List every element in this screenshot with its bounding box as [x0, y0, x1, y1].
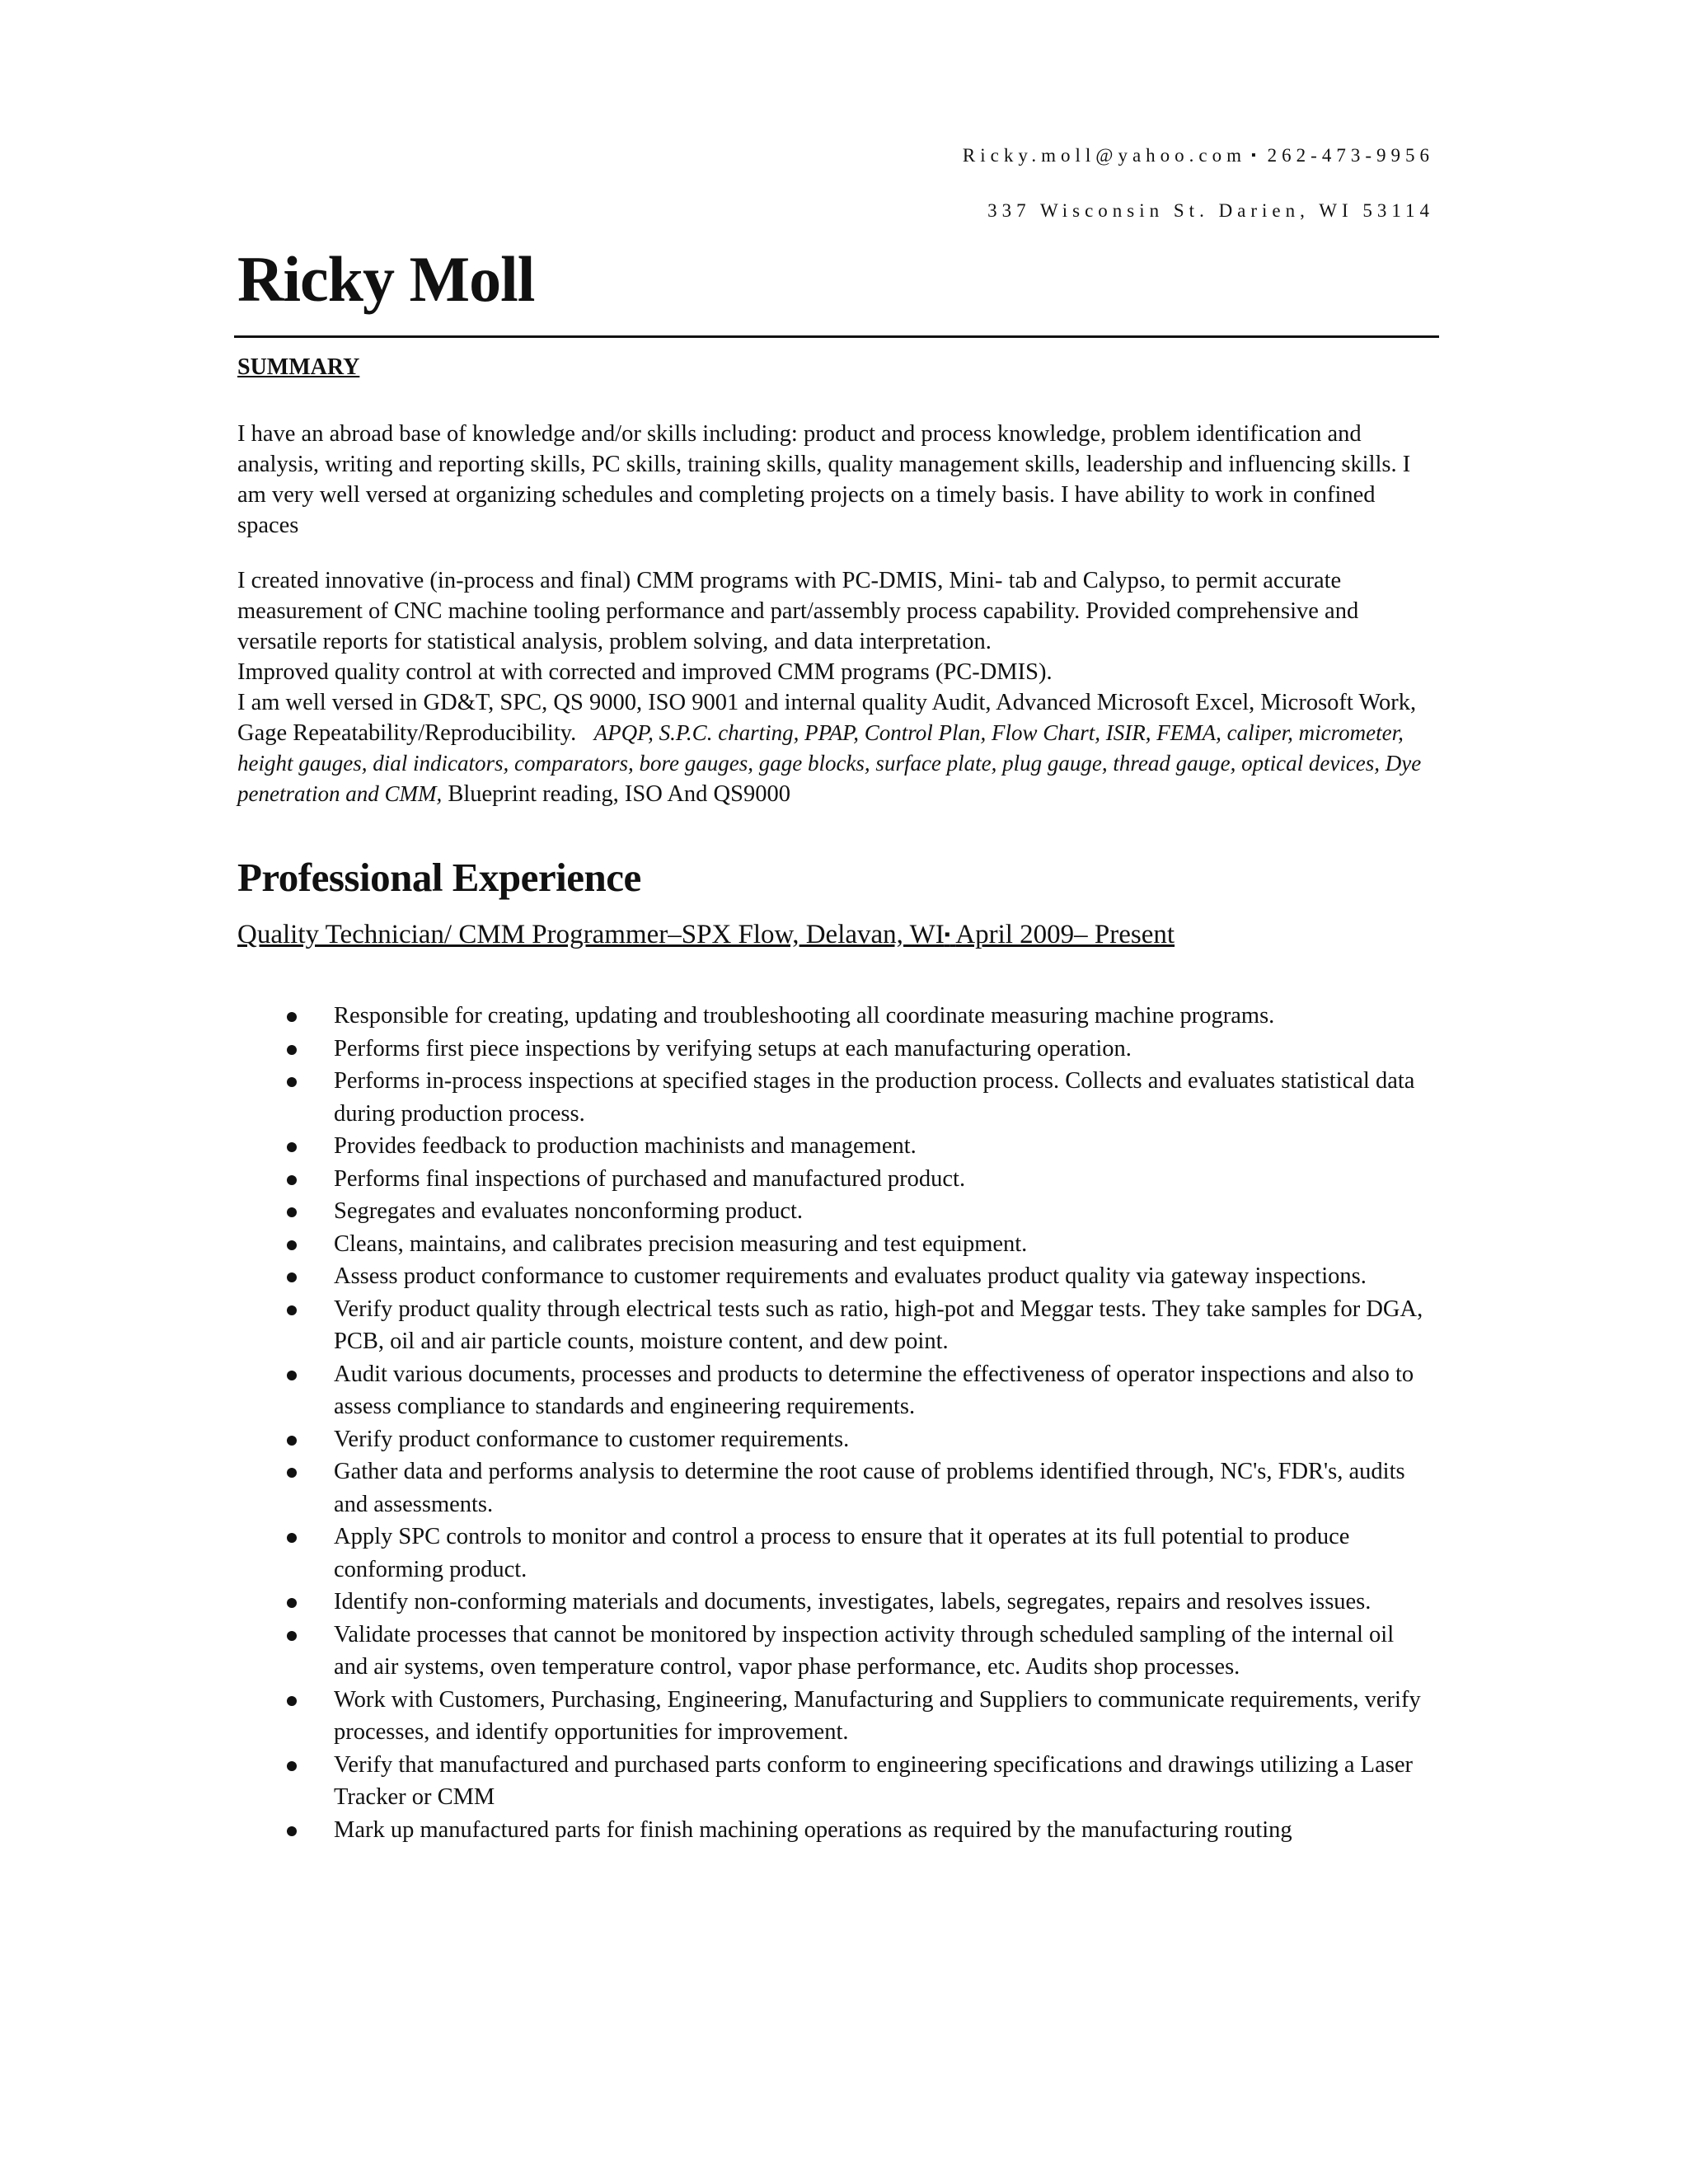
- summary-paragraph-2-end: Blueprint reading, ISO And QS9000: [448, 781, 790, 807]
- contact-email: Ricky.moll@yahoo.com: [962, 145, 1246, 166]
- resume-name: Ricky Moll: [237, 243, 535, 315]
- list-item: [0, 1586, 1430, 1619]
- list-item: [0, 1065, 1430, 1130]
- list-item-text: Verify product conformance to customer requirements.: [334, 1426, 850, 1452]
- list-item: [0, 1814, 1430, 1847]
- list-item-text: Performs final inspections of purchased and manufactured product.: [334, 1165, 966, 1192]
- bullet-icon: [287, 1240, 297, 1250]
- header-divider: [234, 335, 1439, 338]
- list-item-text: Verify product quality through electrical tests such as ratio, high-pot and Meggar tests. They take samples for DGA, PCB, oil and air particle counts, moisture content, and dew point.: [334, 1296, 1423, 1354]
- list-item-text: Segregates and evaluates nonconforming product.: [334, 1198, 804, 1224]
- list-item: [0, 1228, 1430, 1261]
- list-item-text: Identify non-conforming materials and documents, investigates, labels, segregates, repairs and resolves issues.: [334, 1589, 1372, 1615]
- bullet-icon: [287, 1077, 297, 1087]
- bullet-icon: [287, 1371, 297, 1380]
- list-item-text: Performs first piece inspections by verifying setups at each manufacturing operation.: [334, 1035, 1132, 1062]
- bullet-icon: [287, 1761, 297, 1771]
- list-item-text: Responsible for creating, updating and troubleshooting all coordinate measuring machine programs.: [334, 1003, 1275, 1029]
- list-item-text: Apply SPC controls to monitor and control a process to ensure that it operates at its full potential to produce conforming product.: [334, 1524, 1350, 1582]
- summary-paragraph-2a: I created innovative (in-process and final) CMM programs with PC-DMIS, Mini- tab and Calypso, to permit accurate measurement of CNC machine tooling performance and part/assembly process capability. Provided comprehensive and versatile reports for statistical analysis, problem solving, and data interpretation.: [237, 568, 1359, 654]
- bullet-icon: [287, 1533, 297, 1543]
- summary-heading: SUMMARY: [237, 354, 360, 380]
- contact-address: 337 Wisconsin St. Darien, WI 53114: [987, 200, 1434, 221]
- list-item: [0, 1163, 1430, 1196]
- bullet-icon: [287, 1175, 297, 1185]
- list-item: [0, 1455, 1430, 1521]
- list-item-text: Provides feedback to production machinists and management.: [334, 1133, 917, 1159]
- list-item: [0, 1033, 1430, 1066]
- experience-heading: Professional Experience: [237, 855, 641, 900]
- bullet-icon: [287, 1207, 297, 1217]
- bullet-icon: [287, 1272, 297, 1282]
- summary-paragraph-2: [237, 565, 1441, 809]
- list-item: [0, 1749, 1430, 1814]
- list-item: [0, 1423, 1430, 1456]
- job-dates: April 2009– Present: [955, 920, 1175, 949]
- contact-email-phone: [963, 145, 1434, 166]
- bullet-icon: [287, 1468, 297, 1478]
- bullet-icon: [287, 1696, 297, 1706]
- list-item-text: Cleans, maintains, and calibrates precision measuring and test equipment.: [334, 1230, 1028, 1257]
- bullet-icon: [287, 1436, 297, 1446]
- list-item: [0, 1293, 1430, 1358]
- list-item-text: Verify that manufactured and purchased parts conform to engineering specifications and drawings utilizing a Laser Tracker or CMM: [334, 1751, 1413, 1810]
- list-item: [0, 1000, 1430, 1033]
- list-item: [0, 1260, 1430, 1293]
- summary-paragraph-2b: Improved quality control at with corrected and improved CMM programs (PC-DMIS).: [237, 659, 1053, 685]
- bullet-icon: [287, 1631, 297, 1641]
- bullet-icon: [287, 1826, 297, 1836]
- job-separator: ▪: [944, 926, 950, 944]
- list-item: [0, 1195, 1430, 1228]
- bullet-icon: [287, 1012, 297, 1022]
- job-title-line: [237, 920, 1175, 950]
- bullet-icon: [287, 1305, 297, 1315]
- list-item-text: Work with Customers, Purchasing, Engineering, Manufacturing and Suppliers to communicate requirements, verify processes, and identify opportunities for improvement.: [334, 1686, 1421, 1745]
- job-responsibilities-list: [0, 1000, 1688, 1846]
- list-item: [0, 1130, 1430, 1163]
- bullet-icon: [287, 1045, 297, 1055]
- list-item-text: Gather data and performs analysis to determine the root cause of problems identified through, NC's, FDR's, audits and assessments.: [334, 1459, 1405, 1517]
- list-item-text: Audit various documents, processes and products to determine the effectiveness of operator inspections and also to assess compliance to standards and engineering requirements.: [334, 1361, 1414, 1419]
- summary-paragraph-2c: I am well versed in GD&T, SPC, QS 9000, ISO 9001 and internal quality Audit, Advanced Microsoft Excel, Microsoft Work, Gage Repeatability/Reproducibility.: [237, 690, 1417, 746]
- list-item: [0, 1358, 1430, 1423]
- list-item-text: Mark up manufactured parts for finish machining operations as required by the manufacturing routing: [334, 1816, 1292, 1843]
- list-item-text: Assess product conformance to customer requirements and evaluates product quality via gateway inspections.: [334, 1263, 1367, 1289]
- summary-paragraph-1: I have an abroad base of knowledge and/or skills including: product and process knowledge, problem identification and analysis, writing and reporting skills, PC skills, training skills, quality management skills, leadership and influencing skills. I am very well versed at organizing schedules and completing projects on a timely basis. I have ability to work in confined spaces: [237, 421, 1411, 538]
- list-item: [0, 1619, 1430, 1684]
- job-title: Quality Technician/ CMM Programmer–SPX Flow, Delavan, WI: [237, 920, 945, 949]
- contact-phone: 262-473-9956: [1267, 145, 1434, 166]
- bullet-icon: [287, 1142, 297, 1152]
- summary-skills-italic: APQP, S.P.C. charting, PPAP, Control Plan, Flow Chart, ISIR, FEMA, caliper, micrometer, height gauges, dial indicators, comparators, bore gauges, gage blocks, surface plate, plug gauge, thread gauge, optical devices, Dye penetration and CMM,: [237, 720, 1422, 806]
- list-item-text: Performs in-process inspections at specified stages in the production process. Collects and evaluates statistical data during production process.: [334, 1068, 1415, 1127]
- contact-separator: ▪: [1251, 148, 1256, 162]
- list-item: [0, 1684, 1430, 1749]
- bullet-icon: [287, 1598, 297, 1608]
- list-item-text: Validate processes that cannot be monitored by inspection activity through scheduled sampling of the internal oil and air systems, oven temperature control, vapor phase performance, etc. Audits shop processes.: [334, 1621, 1395, 1680]
- list-item: [0, 1521, 1430, 1586]
